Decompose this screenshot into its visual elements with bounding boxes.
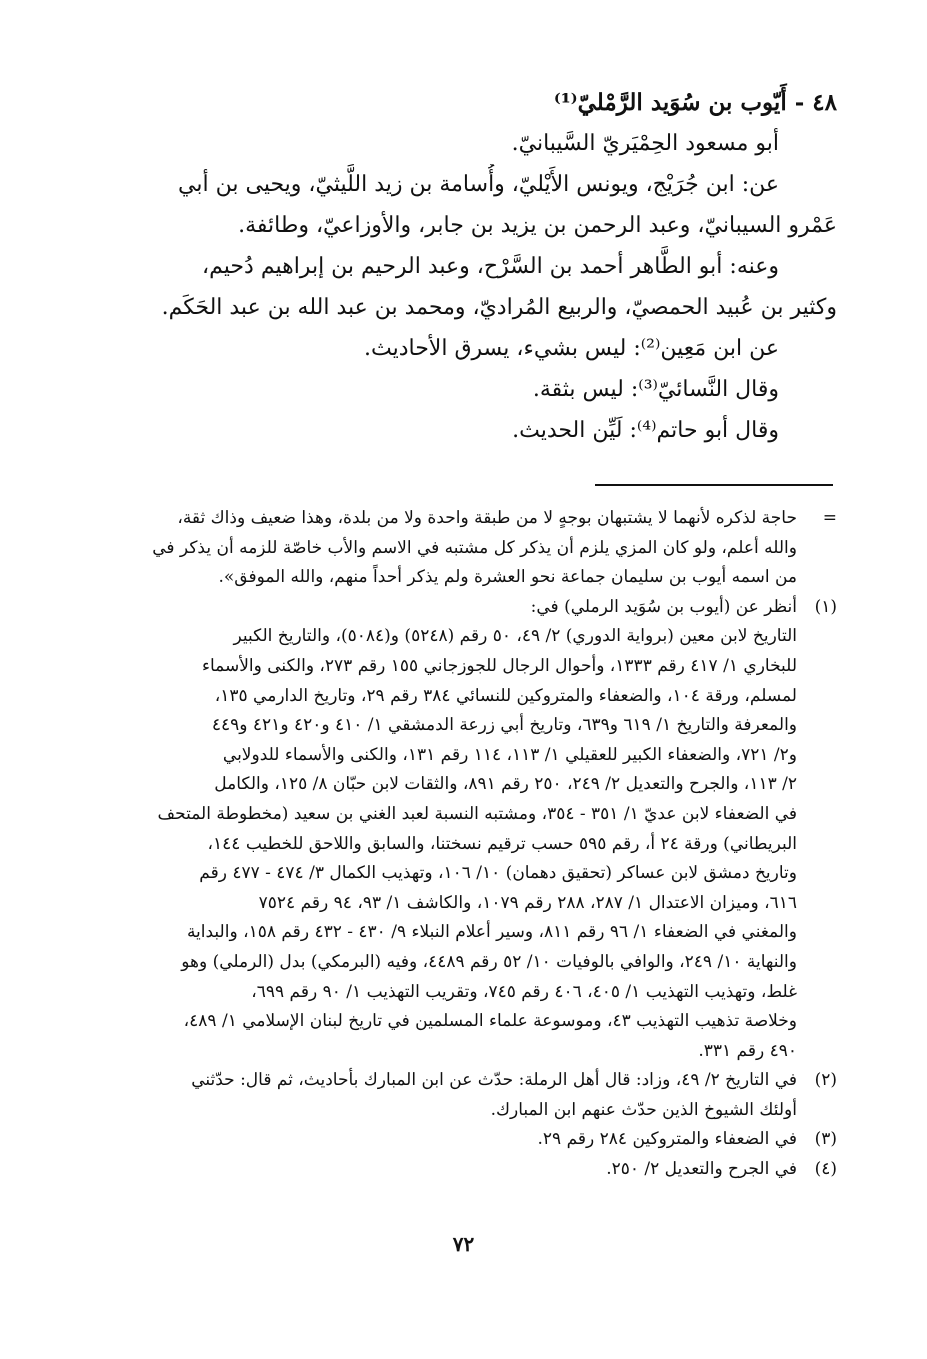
entry-heading: ٤٨ - أَيّوب بن سُوَيد الرَّمْليّ⁽¹⁾	[553, 89, 837, 116]
footnote-line: وتاريخ دمشق لابن عساكر (تحقيق دهمان) ١٠/ ١٠٦، وتهذيب الكمال ٣/ ٤٧٤ - ٤٧٧ رقم	[199, 863, 797, 884]
footnote-mark: (٤)	[814, 1159, 837, 1180]
entry-opinion-nasai: وقال النَّسائيّ⁽³⁾: ليس بثقة.	[532, 377, 779, 402]
entry-opinion-abu-hatim: وقال أبو حاتم⁽⁴⁾: لَيِّن الحديث.	[512, 418, 779, 443]
footnote-line: في التاريخ ٢/ ٤٩، وزاد: قال أهل الرملة: حدّث عن ابن المبارك بأحاديث، ثم قال: حدّثني	[191, 1070, 797, 1091]
footnote-mark: =	[822, 508, 837, 528]
footnote-line: حاجة لذكره لأنهما لا يشتبهان بوجهٍ لا من طبقة واحدة ولا من بلدة، وهذا ضعيف وذاك ثقة،	[177, 508, 797, 528]
page-number: ٧٢	[452, 1232, 475, 1256]
footnote-line: أولئك الشيوخ الذين حدّث عنهم ابن المبارك.	[490, 1099, 797, 1120]
footnote-1	[92, 593, 837, 1067]
footnote-2	[92, 1066, 837, 1125]
footnote-line: و٢/ ٧٢١، والضعفاء الكبير للعقيلي ١/ ١١٣، ١١٤ رقم ١٣١، والكنى والأسماء للدولابي	[222, 744, 797, 765]
footnote-line: غلط، وتهذيب التهذيب ١/ ٤٠٥، ٤٠٦ رقم ٧٤٥، وتقريب التهذيب ١/ ٩٠ رقم ٦٩٩،	[251, 981, 797, 1002]
footnote-mark: (٢)	[814, 1070, 837, 1091]
entry-students-line-2: وكثير بن عُبيد الحمصيّ، والربيع المُراديّ، ومحمد بن عبد الله بن عبد الحَكَم.	[161, 295, 837, 320]
footnote-line: في الجرح والتعديل ٢/ ٢٥٠.	[606, 1159, 797, 1180]
entry-teachers-line-2: عَمْرو السيبانيّ، وعبد الرحمن بن يزيد بن جابر، والأوزاعيّ، وطائفة.	[238, 213, 837, 238]
footnote-line: والمعرفة والتاريخ ١/ ٦١٩ و٦٣٩، وتاريخ أبي زرعة الدمشقي ١/ ٤١٠ و٤٢٠ و٤٢١ و٤٤٩	[211, 715, 797, 736]
footnote-line: لمسلم، ورقة ١٠٤، والضعفاء والمتروكين للنسائي ٣٨٤ رقم ٢٩، وتاريخ الدارمي ١٣٥،	[214, 685, 797, 706]
footnote-3	[92, 1125, 837, 1155]
footnote-line: وخلاصة تذهيب التهذيب ٤٣، وموسوعة علماء المسلمين في تاريخ لبنان الإسلامي ١/ ٤٨٩،	[183, 1011, 797, 1032]
biography-entry	[100, 82, 837, 451]
footnote-line: البريطاني) ورقة ٢٤ أ، رقم ٥٩٥ حسب ترقيم نسختنا، والسابق واللاحق للخطيب ١٤٤،	[207, 833, 797, 854]
footnote-line: والله أعلم، ولو كان المزي يلزم أن يذكر كل مشتبه في الاسم والأب خاصّة للزمه أن يذكر في	[152, 537, 797, 558]
footnote-line: في الضعفاء لابن عديّ ١/ ٣٥١ - ٣٥٤، ومشتبه النسبة لعبد الغني بن سعيد (مخطوطة المتحف	[157, 803, 797, 824]
entry-kunya: أبو مسعود الحِمْيَريّ السَّيبانيّ.	[511, 131, 779, 156]
footnote-separator	[595, 484, 833, 486]
footnote-line: ٤٩٠ رقم ٣٣١.	[698, 1040, 797, 1061]
footnote-line: التاريخ لابن معين (برواية الدوري) ٢/ ٤٩، ٥٠ رقم (٥٢٤٨) و(٥٠٨٤)، والتاريخ الكبير	[233, 626, 797, 647]
entry-opinion-ibn-main: عن ابن مَعِين⁽²⁾: ليس بشيء، يسرق الأحاديث.	[363, 336, 779, 361]
footnote-line: من اسمه أيوب بن سليمان جماعة نحو العشرة ولم يذكر أحداً منهم، والله الموفق».	[218, 567, 797, 588]
footnote-line: ٢/ ١١٣، والجرح والتعديل ٢/ ٢٤٩، ٢٥٠ رقم ٨٩١، والثقات لابن حبّان ٨/ ١٢٥، والكامل	[214, 774, 797, 795]
footnote-line: للبخاري ١/ ٤١٧ رقم ١٣٣٣، وأحوال الرجال للجوزجاني ١٥٥ رقم ٢٧٣، والكنى والأسماء	[201, 655, 797, 676]
footnote-mark: (١)	[814, 596, 837, 617]
footnote-line: والنهاية ١٠/ ٢٤٩، والوافي بالوفيات ١٠/ ٥٢ رقم ٤٤٨٩، وفيه (البرمكي) بدل (الرملي) وهو	[181, 951, 797, 972]
footnotes	[92, 504, 837, 1185]
footnote-mark: (٣)	[814, 1129, 837, 1150]
entry-teachers-line-1: عن: ابن جُرَيْج، ويونس الأَيْليّ، وأُسامة بن زيد اللَّيثيّ، ويحيى بن أبي	[178, 172, 779, 197]
entry-students-line-1: وعنه: أبو الطَّاهر أحمد بن السَّرْح، وعبد الرحيم بن إبراهيم دُحيم،	[202, 254, 779, 279]
footnote-line: ٦١٦، وميزان الاعتدال ١/ ٢٨٧، ٢٨٨ رقم ١٠٧٩، والكاشف ١/ ٩٣، ٩٤ رقم ٧٥٢٤	[258, 892, 797, 913]
footnote-line: والمغني في الضعفاء ١/ ٩٦ رقم ٨١١، وسير أعلام النبلاء ٩/ ٤٣٠ - ٤٣٢ رقم ١٥٨، والبداية	[186, 922, 797, 943]
footnote-4	[92, 1155, 837, 1185]
footnote-continuation	[92, 504, 837, 593]
footnote-line: في الضعفاء والمتروكين ٢٨٤ رقم ٢٩.	[537, 1129, 797, 1150]
footnote-line: أنظر عن (أيوب بن سُوَيد الرملي) في:	[530, 596, 797, 617]
